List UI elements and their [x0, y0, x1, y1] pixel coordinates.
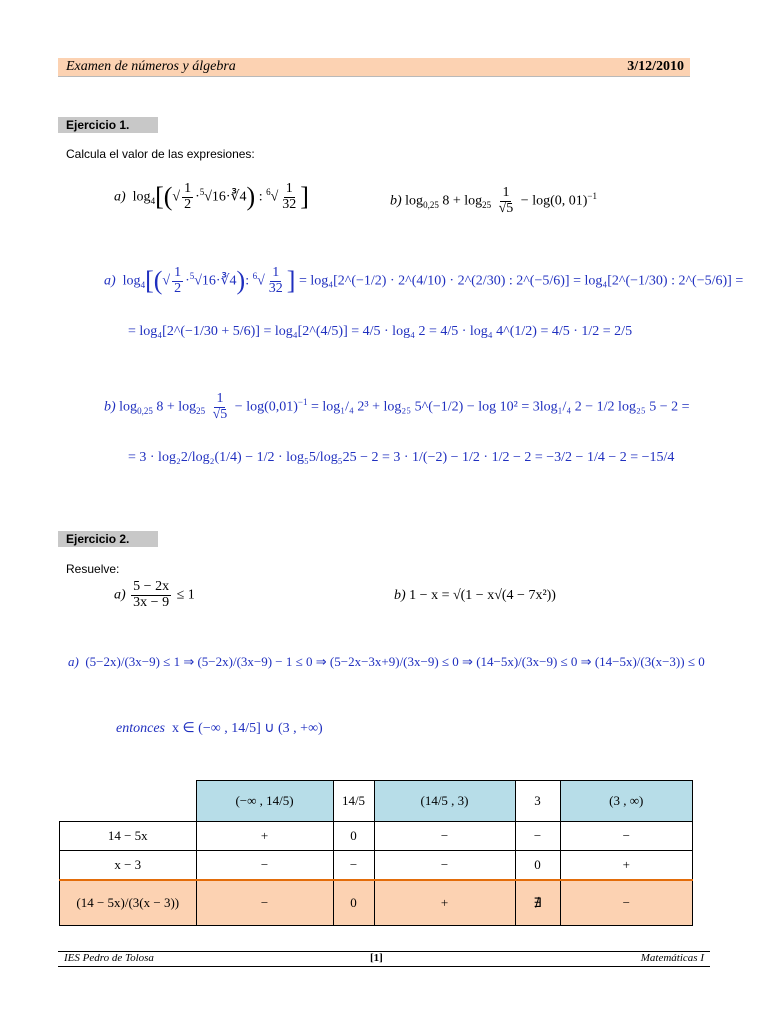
exercise-2a-label: a) — [114, 587, 126, 603]
row-label: x − 3 — [60, 851, 197, 881]
sign-cell: 0 — [333, 822, 374, 851]
row-label: (14 − 5x)/(3(x − 3)) — [60, 880, 197, 926]
exercise-2b-expression — [394, 588, 556, 604]
footer-subject: Matemáticas I — [640, 952, 704, 964]
footer-page-number: [1] — [370, 952, 383, 964]
table-row — [60, 851, 693, 881]
exercise-2a-expression: a) $\frac{5 - 2x}{3x - 9}$ ≤ 1 — [114, 579, 195, 610]
solution-1a-label: a) — [104, 273, 116, 289]
sign-table — [59, 780, 693, 926]
solution-1b-line1: b) $\log_{0,25} 8 + \log_{25}$ $\frac{1}{√5}$ − $\log(0,01)^{-1} = \log_1/_4$ 2³ + log₂₅ 5^(−1/2) − log 10² = 3log₁/₄ 2 − 1/2 log₂₅ 5 − 2 = — [104, 391, 690, 422]
sign-cell: − — [374, 851, 515, 881]
exercise-2-label: Ejercicio 2. — [58, 531, 158, 547]
sign-cell: + — [560, 851, 693, 881]
table-row-result — [60, 880, 693, 926]
sign-table-corner — [60, 781, 197, 822]
sign-cell: − — [560, 880, 693, 926]
exercise-1b-label: b) — [390, 193, 402, 209]
sign-cell: − — [515, 822, 560, 851]
solution-1b-line2: = 3 · log₂2/log₂(1/4) − 1/2 · log₅5/log₅25 − 2 = 3 · 1/(−2) − 1/2 · 1/2 − 2 = −3/2 − 1/4 − 2 = −15/4 — [128, 450, 675, 465]
exercise-1-instruction: Calcula el valor de las expresiones: — [66, 147, 255, 161]
row-label: 14 − 5x — [60, 822, 197, 851]
page-header — [58, 58, 690, 77]
exercise-2b-label: b) — [394, 588, 406, 603]
solution-1a-line1-text: = log₄[2^(−1/2) · 2^(4/10) · 2^(2/30) : 2^(−5/6)] = log₄[2^(−1/30) : 2^(−5/6)] = — [298, 273, 744, 289]
sign-table-header-row — [60, 781, 693, 822]
page-footer — [58, 951, 710, 967]
exercise-1a-expression: a) $\log_4[(√$ $\frac{1}{2}$ ·$^5$√16·∛4) : $^6$√ $\frac{1}{32}$ ] — [114, 181, 309, 212]
solution-1b-label: b) — [104, 399, 116, 415]
solution-set-line — [116, 720, 323, 737]
exercise-1a-label: a) — [114, 189, 126, 205]
exercise-2b-text: 1 − x = √(1 − x√(4 − 7x²)) — [409, 588, 556, 603]
sign-cell: 0 — [515, 851, 560, 881]
sign-cell: 0 — [333, 880, 374, 926]
exercise-1b-expression: b) $\log_{0,25} 8 + \log_{25}$ $\frac{1}{√5}$ − log(0, 01)$^{-1}$ — [390, 185, 597, 216]
solution-2a — [68, 654, 705, 670]
interval-header: (14/5 , 3) — [374, 781, 515, 822]
table-row — [60, 822, 693, 851]
sign-cell: − — [560, 822, 693, 851]
sign-cell: + — [374, 880, 515, 926]
sign-cell: − — [374, 822, 515, 851]
sign-cell: − — [196, 880, 333, 926]
point-header: 14/5 — [333, 781, 374, 822]
exercise-1-label: Ejercicio 1. — [58, 117, 158, 133]
sign-cell: − — [196, 851, 333, 881]
entonces-word: entonces — [116, 721, 165, 736]
sign-cell: ∄ — [515, 880, 560, 926]
solution-set: x ∈ (−∞ , 14/5] ∪ (3 , +∞) — [171, 721, 323, 736]
solution-1a-line1: a) $\log_4[(√$ $\frac{1}{2}$ ·$^5$√16·∛4): $^6$√ $\frac{1}{32}$ ] = log₄[2^(−1/2) · 2^(4/10) · 2^(2/30) : 2^(−5/6)] = log₄[2^(−1/30) : 2^(−5/6)] = — [104, 265, 744, 296]
sign-cell: + — [196, 822, 333, 851]
sign-cell: − — [333, 851, 374, 881]
interval-header: (3 , ∞) — [560, 781, 693, 822]
solution-1a-line2: = log₄[2^(−1/30 + 5/6)] = log₄[2^(4/5)] = 4/5 · log₄ 2 = 4/5 · log₄ 4^(1/2) = 4/5 · 1/2 = 2/5 — [128, 324, 633, 339]
solution-2a-label: a) — [68, 654, 79, 669]
point-header: 3 — [515, 781, 560, 822]
exercise-2-instruction: Resuelve: — [66, 562, 120, 576]
exam-date: 3/12/2010 — [627, 59, 684, 74]
solution-1b-line1-text: = log₁/₄ 2³ + log₂₅ 5^(−1/2) − log 10² = 3log₁/₄ 2 − 1/2 log₂₅ 5 − 2 = — [310, 399, 690, 415]
interval-header: (−∞ , 14/5) — [196, 781, 333, 822]
footer-school: IES Pedro de Tolosa — [64, 952, 154, 964]
exam-title: Examen de números y álgebra — [66, 59, 236, 74]
solution-2a-text: (5−2x)/(3x−9) ≤ 1 ⇒ (5−2x)/(3x−9) − 1 ≤ 0 ⇒ (5−2x−3x+9)/(3x−9) ≤ 0 ⇒ (14−5x)/(3x−9) ≤ 0 ⇒ (14−5x)/(3(x−3)) ≤ 0 — [85, 654, 705, 669]
